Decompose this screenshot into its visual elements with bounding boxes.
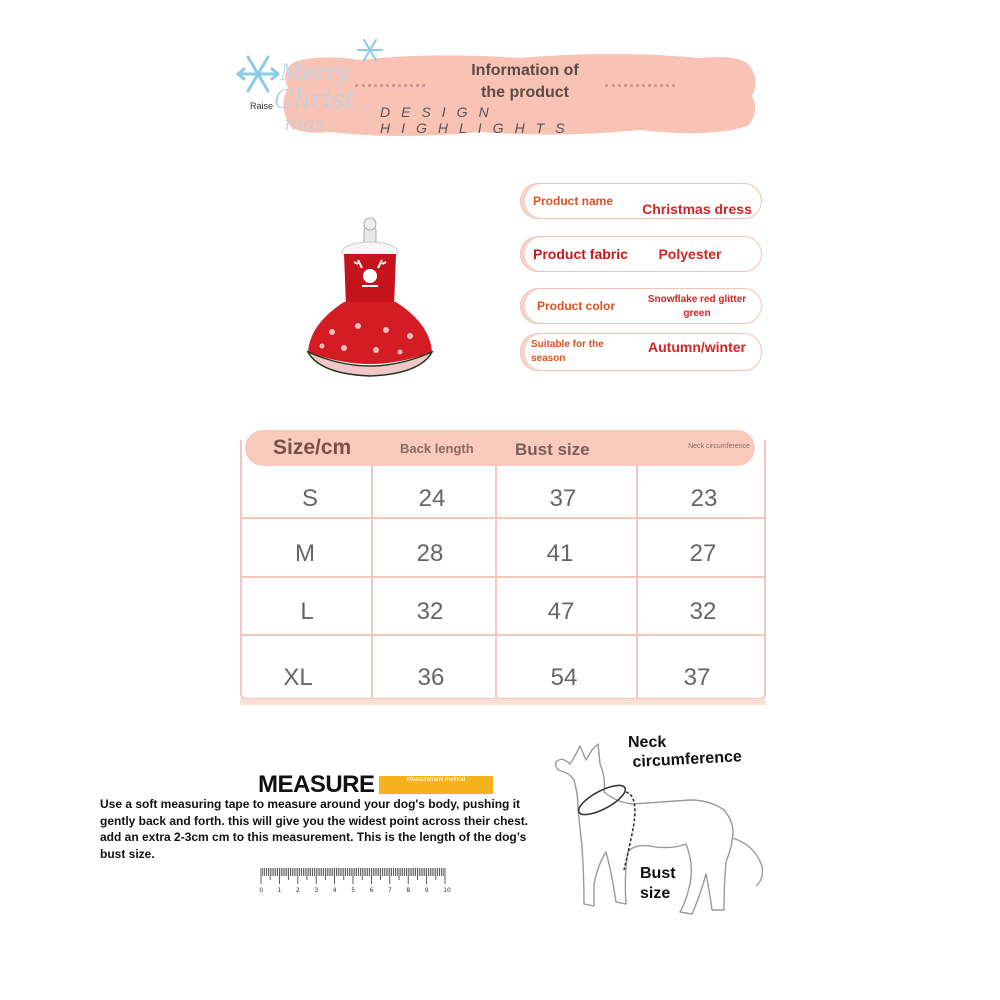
svg-text:Christ: Christ bbox=[274, 85, 356, 115]
merry-christmas-logo bbox=[270, 50, 390, 136]
spec-label: Product name bbox=[533, 194, 614, 208]
ruler-number: 2 bbox=[296, 887, 300, 894]
ruler-number: 4 bbox=[332, 887, 337, 894]
ruler-number: 10 bbox=[443, 887, 451, 894]
ruler-number: 6 bbox=[369, 887, 374, 894]
table-cell: 32 bbox=[689, 598, 717, 625]
ruler-number: 1 bbox=[277, 887, 282, 894]
banner-dots-right bbox=[605, 84, 675, 87]
table-cell: 32 bbox=[416, 598, 444, 625]
ruler-number: 7 bbox=[388, 887, 392, 894]
table-cell: 54 bbox=[550, 664, 578, 691]
spec-value: Snowflake red glitter green bbox=[647, 294, 747, 319]
spec-product-fabric bbox=[520, 236, 762, 272]
table-cell: L bbox=[300, 598, 314, 625]
ruler-number: 8 bbox=[406, 887, 411, 894]
table-cell: 28 bbox=[416, 540, 444, 567]
measure-badge: Measurement method bbox=[379, 776, 493, 794]
ruler-number: 9 bbox=[424, 887, 429, 894]
spec-value: Autumn/winter bbox=[648, 339, 746, 355]
size-table bbox=[240, 440, 766, 700]
table-cell: 36 bbox=[417, 664, 445, 691]
table-cell: 27 bbox=[689, 540, 717, 567]
bust-size-label bbox=[640, 864, 676, 904]
neck-label-line2: circumference bbox=[632, 748, 743, 771]
table-divider bbox=[636, 466, 638, 698]
bust-label-line1: Bust bbox=[640, 865, 676, 882]
table-divider bbox=[371, 466, 373, 698]
table-cell: 37 bbox=[549, 485, 577, 512]
table-cell: S bbox=[301, 485, 318, 512]
spec-value: Christmas dress bbox=[642, 201, 752, 217]
ruler-number: 5 bbox=[351, 887, 356, 894]
spec-label: Product fabric bbox=[533, 246, 628, 262]
spec-product-color bbox=[520, 288, 762, 324]
table-cell: 41 bbox=[546, 540, 574, 567]
table-cell: 37 bbox=[683, 664, 711, 691]
spec-label: Product color bbox=[537, 299, 616, 313]
spec-product-name bbox=[520, 183, 762, 219]
table-cell: 23 bbox=[690, 485, 718, 512]
header-bust-size: Bust size bbox=[515, 440, 590, 459]
table-cell: M bbox=[295, 540, 315, 567]
table-divider bbox=[495, 466, 497, 698]
svg-text:Merry: Merry bbox=[280, 61, 350, 86]
info-title-line1: Information of bbox=[471, 62, 579, 79]
raise-text: Raise bbox=[250, 101, 274, 111]
ruler-number: 0 bbox=[259, 887, 264, 894]
header-size: Size/cm bbox=[273, 436, 352, 459]
spec-label: Suitable for the season bbox=[531, 339, 604, 364]
table-divider bbox=[240, 576, 764, 578]
info-title bbox=[440, 60, 610, 104]
design-highlights: DESIGN HIGHLIGHTS bbox=[380, 104, 576, 136]
table-cell: 24 bbox=[418, 485, 446, 512]
info-title-line2: the product bbox=[481, 84, 569, 101]
measure-description: Use a soft measuring tape to measure around your dog's body, pushing it gently back and forth. this will give you the widest point across their chest. add an extra 2-3cm cm to this measurement. This is the length of the dog’s bust size. bbox=[100, 797, 529, 861]
spec-value: Polyester bbox=[658, 246, 722, 262]
table-footer-band bbox=[240, 699, 766, 705]
table-cell: 47 bbox=[547, 598, 575, 625]
table-divider bbox=[240, 634, 764, 636]
header-back-length: Back length bbox=[400, 441, 474, 456]
measure-title: MEASURE bbox=[258, 771, 375, 798]
neck-label-line1: Neck bbox=[628, 734, 667, 751]
ruler-icon bbox=[258, 866, 450, 896]
svg-text:mas: mas bbox=[284, 111, 326, 135]
christmas-dress-image bbox=[300, 214, 440, 382]
table-cell: XL bbox=[283, 664, 313, 691]
table-divider bbox=[240, 517, 764, 519]
header-neck-circumference: Neck circumference bbox=[688, 443, 750, 450]
spec-season bbox=[520, 333, 762, 371]
bust-label-line2: size bbox=[640, 885, 671, 902]
neck-circumference-label bbox=[628, 733, 741, 773]
ruler-number: 3 bbox=[314, 887, 319, 894]
